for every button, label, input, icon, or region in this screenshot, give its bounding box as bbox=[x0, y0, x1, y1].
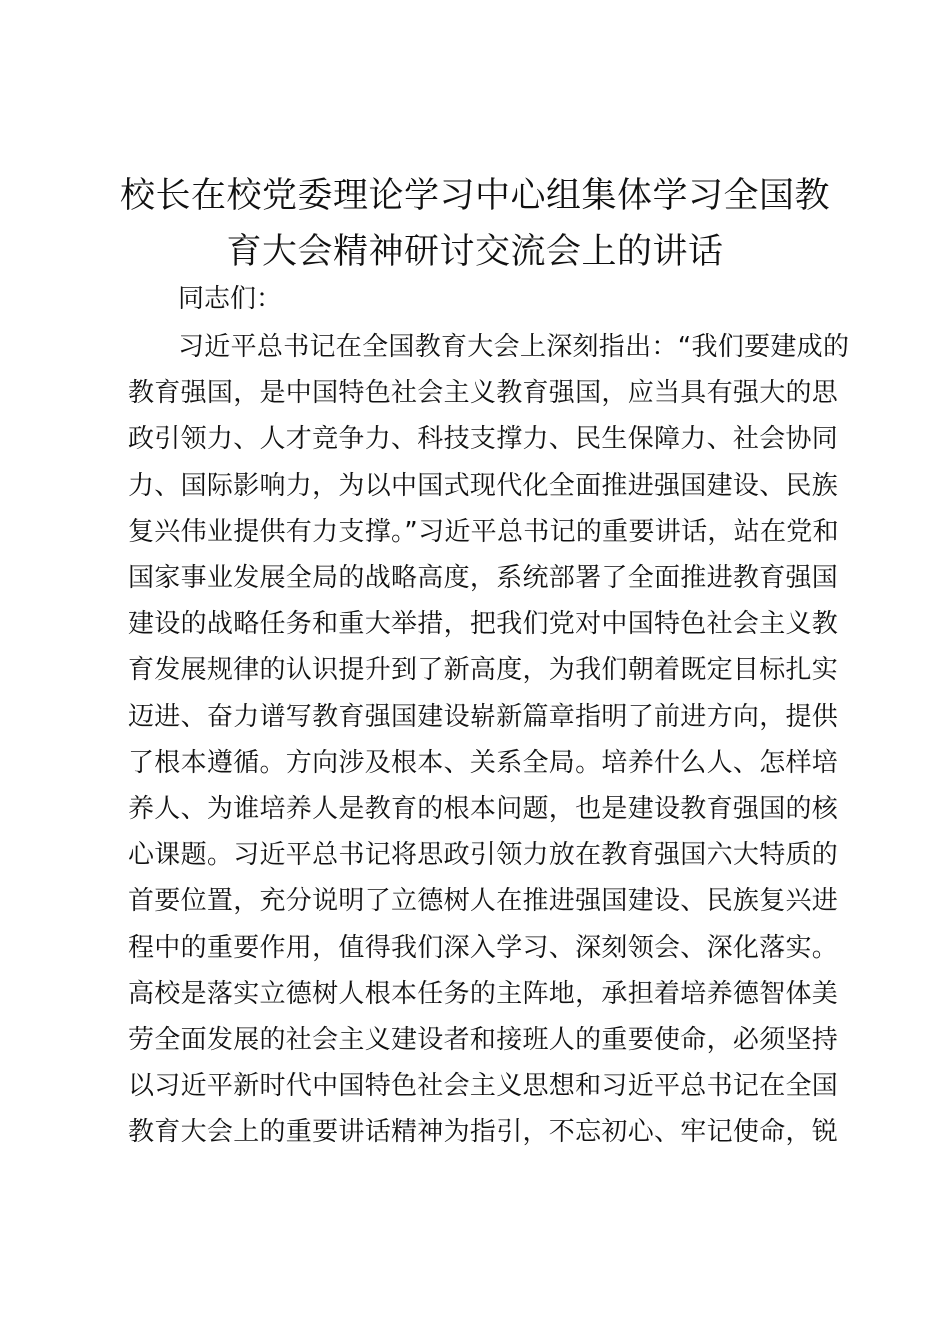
body-line: 以习近平新时代中国特色社会主义思想和习近平总书记在全国 bbox=[128, 1071, 839, 1102]
body-line: 迈进、奋力谱写教育强国建设崭新篇章指明了前进方向，提供 bbox=[128, 701, 839, 732]
title-line-1: 校长在校党委理论学习中心组集体学习全国教 bbox=[119, 176, 830, 216]
body-line: 程中的重要作用，值得我们深入学习、深刻领会、深化落实。 bbox=[128, 932, 839, 963]
body-line: 教育强国，是中国特色社会主义教育强国，应当具有强大的思 bbox=[128, 378, 839, 409]
body-line: 习近平总书记在全国教育大会上深刻指出：“我们要建成的 bbox=[178, 332, 850, 362]
body-line: 复兴伟业提供有力支撑。”习近平总书记的重要讲话，站在党和 bbox=[128, 516, 839, 547]
body-line: 教育大会上的重要讲话精神为指引，不忘初心、牢记使命，锐 bbox=[128, 1117, 839, 1148]
body-line: 首要位置，充分说明了立德树人在推进强国建设、民族复兴进 bbox=[128, 886, 839, 917]
body-line: 了根本遵循。方向涉及根本、关系全局。培养什么人、怎样培 bbox=[128, 747, 839, 778]
body-line: 劳全面发展的社会主义建设者和接班人的重要使命，必须坚持 bbox=[128, 1025, 839, 1056]
body-line: 力、国际影响力，为以中国式现代化全面推进强国建设、民族 bbox=[128, 470, 839, 501]
document-title bbox=[110, 168, 840, 280]
body-line: 高校是落实立德树人根本任务的主阵地，承担着培养德智体美 bbox=[128, 978, 839, 1009]
body-line: 政引领力、人才竞争力、科技支撑力、民生保障力、社会协同 bbox=[128, 424, 839, 455]
body-line: 心课题。习近平总书记将思政引领力放在教育强国六大特质的 bbox=[128, 840, 839, 871]
body-paragraph bbox=[128, 324, 850, 1156]
body-line: 国家事业发展全局的战略高度，系统部署了全面推进教育强国 bbox=[128, 563, 839, 594]
body-line: 养人、为谁培养人是教育的根本问题，也是建设教育强国的核 bbox=[128, 794, 839, 825]
body-line: 育发展规律的认识提升到了新高度，为我们朝着既定目标扎实 bbox=[128, 655, 839, 686]
body-line: 建设的战略任务和重大举措，把我们党对中国特色社会主义教 bbox=[128, 609, 839, 640]
title-line-2: 育大会精神研讨交流会上的讲话 bbox=[226, 232, 724, 272]
greeting: 同志们： bbox=[178, 284, 283, 314]
